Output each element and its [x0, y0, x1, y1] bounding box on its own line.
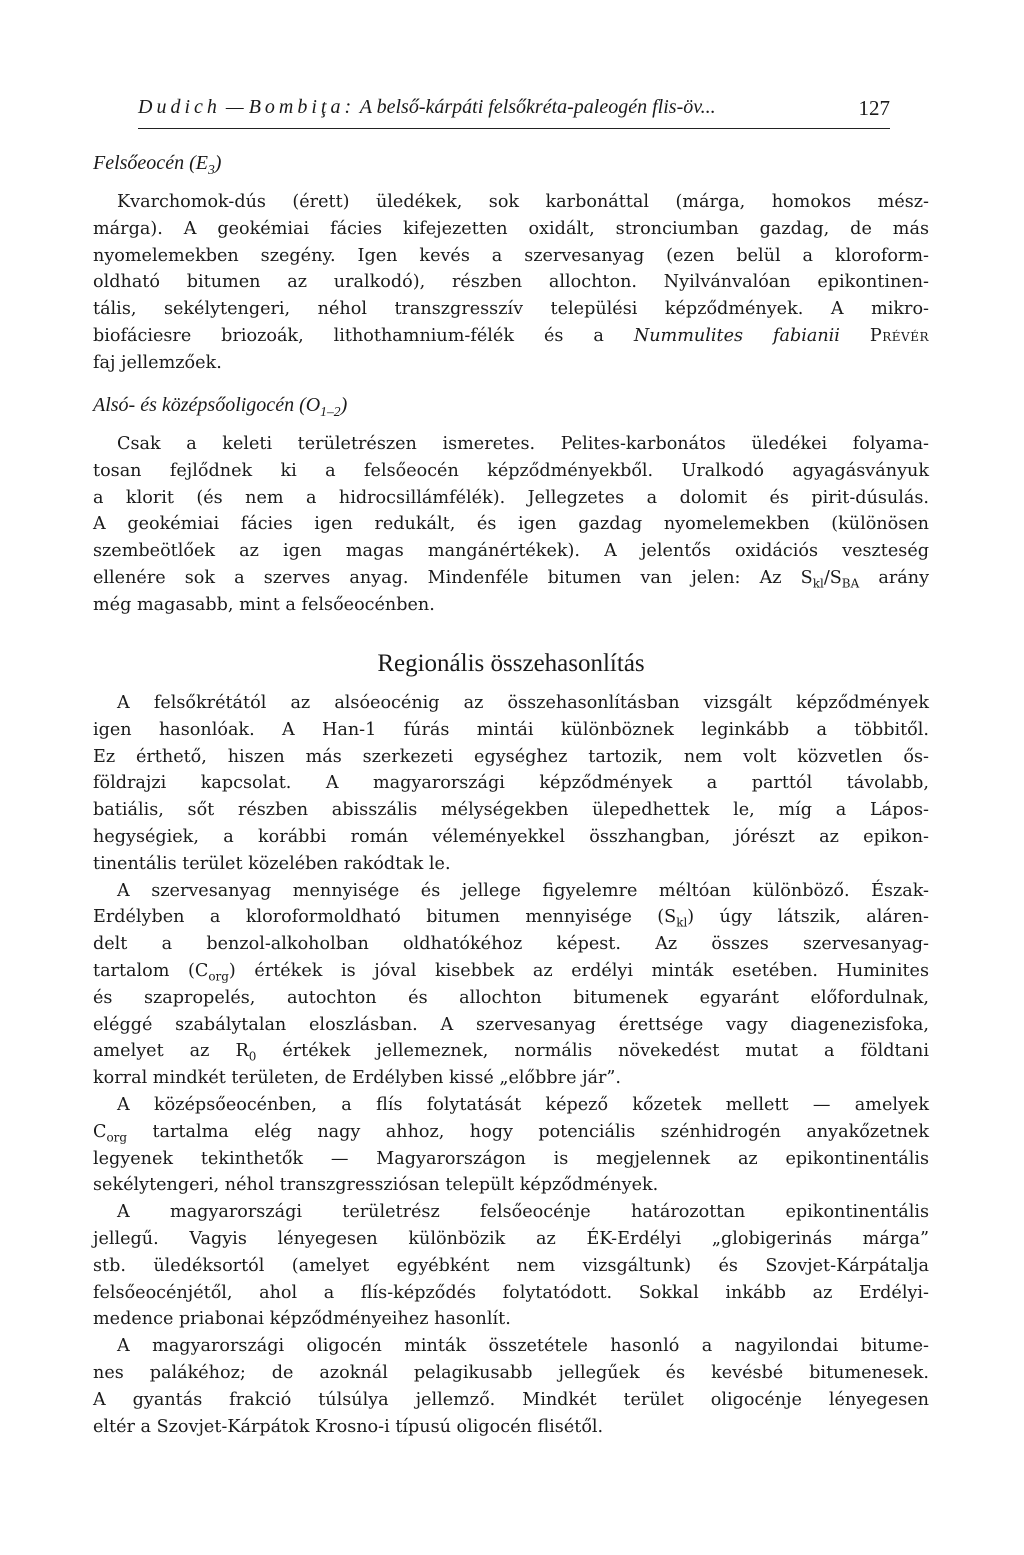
text-line: tartalom $(C_{org})$ értékek is jóval kisebbek az erdélyi minták esetében. Huminites	[93, 960, 929, 984]
text-line: igen hasonlóak. A Han-1 fúrás mintái különböznek leginkább a többitől.	[93, 719, 929, 740]
text-line: márga). A geokémiai fácies kifejezetten oxidált, stronciumban gazdag, de más	[93, 218, 929, 239]
text-line: Erdélyben a kloroformoldható bitumen mennyisége $(S_{kl})$ úgy látszik, aláren-	[93, 907, 929, 930]
author-1: Dudich	[138, 96, 221, 118]
text-line: nes palákéhoz; de azoknál pelagikusabb jellegűek és kevésbé bitumenesek.	[93, 1362, 929, 1383]
text-line: ellenére sok a szerves anyag. Mindenféle bitumen van jelen: Az $S_{kl}/S_{BA}$ arány	[93, 567, 930, 591]
text-line: A gyantás frakció túlsúlya jellemző. Mindkét terület oligocénje lényegesen	[93, 1389, 929, 1410]
text-line: tinentális terület közelében rakódtak le.	[93, 853, 451, 874]
text-line: A magyarországi területrész felsőeocénje határozottan epikontinentális	[117, 1202, 929, 1223]
text-line: legyenek tekinthetők — Magyarországon is megjelennek az epikontinentális	[93, 1148, 929, 1169]
text-line: eltér a Szovjet-Kárpátok Krosno-i típusú oligocén flisétől.	[93, 1416, 604, 1437]
text-line: korral mindkét területen, de Erdélyben kissé „előbbre jár”.	[93, 1068, 622, 1089]
text-line: jellegű. Vagyis lényegesen különbözik az ÉK-Erdélyi „globigerinás márga”	[93, 1228, 929, 1249]
text-line: Ez érthető, hiszen más szerkezeti egységhez tartozik, nem volt közvetlen ős-	[93, 746, 929, 767]
text-line: a klorit (és nem a hidrocsillámfélék). Jellegzetes a dolomit és pirit-dúsulás.	[93, 487, 929, 508]
text-line: batiális, sőt részben abisszális mélységekben ülepedhettek le, míg a Lápos-	[93, 800, 929, 821]
author-2: Bombiţa:	[248, 96, 356, 118]
running-header	[138, 88, 890, 129]
paragraph-felsoeocen	[93, 189, 929, 377]
heading-regionalis: Regionális összehasonlítás	[377, 650, 645, 677]
text-line: földrajzi kapcsolat. A magyarországi képződmények a parttól távolabb,	[93, 773, 929, 794]
heading-felsoeocen: Felsőeocén $(E_3)$	[93, 152, 222, 177]
text-line: biofáciesre briozoák, lithothamnium-félék és a Nummulites fabianii Prévér	[93, 325, 930, 346]
text-line: medence priabonai képződményeihez hasonlít.	[93, 1309, 511, 1330]
text-line: stb. üledéksortól (amelyet egyébként nem vizsgáltunk) és Szovjet-Kárpátalja	[93, 1255, 929, 1276]
text-line: faj jellemzőek.	[93, 352, 222, 373]
text-line: A szervesanyag mennyisége és jellege figyelemre méltóan különböző. Észak-	[117, 880, 929, 901]
header-dash: —	[225, 96, 244, 118]
text-line: szembeötlőek az igen magas mangánértékek). A jelentős oxidációs veszteség	[93, 541, 929, 562]
author-name: Prévér	[869, 325, 930, 346]
text-line: A geokémiai fácies igen redukált, és igen gazdag nyomelemekben (különösen	[93, 514, 929, 535]
paragraph-regional-1	[93, 690, 929, 1440]
text-line: A felsőkrétától az alsóeocénig az összehasonlításban vizsgált képződmények	[117, 693, 929, 713]
text-line: oldható bitumen az uralkodó), részben allochton. Nyilvánvalóan epikontinen-	[93, 272, 929, 293]
text-line: eléggé szabálytalan eloszlásban. A szervesanyag érettsége vagy diagenezisfoka,	[93, 1014, 929, 1035]
text-line: $C_{org}$ tartalma elég nagy ahhoz, hogy potenciális szénhidrogén anyakőzetnek	[93, 1121, 929, 1145]
header-title: A belső-kárpáti felsőkréta-paleogén flis-öv...	[359, 96, 716, 118]
text-line: A magyarországi oligocén minták összetétele hasonló a nagyilondai bitume-	[117, 1336, 929, 1357]
text-line: felsőeocénjétől, ahol a flís-képződés folytatódott. Sokkal inkább az Erdélyi-	[93, 1282, 929, 1303]
species-name: Nummulites fabianii	[633, 325, 840, 346]
text-line: sekélytengeri, néhol transzgressziósan települt képződmények.	[93, 1175, 659, 1196]
paragraph-oligocen	[93, 431, 929, 619]
heading-oligocen: Alsó- és középsőoligocén $(O_{1-2})$	[93, 394, 348, 419]
text-line: és szapropelés, autochton és allochton bitumenek egyaránt előfordulnak,	[93, 987, 929, 1008]
text-line: Kvarchomok-dús (érett) üledékek, sok karbonáttal (márga, homokos mész-	[117, 192, 929, 212]
text-line: tális, sekélytengeri, néhol transzgresszív települési képződmények. A mikro-	[93, 299, 929, 320]
text-line: A középsőeocénben, a flís folytatását képező kőzetek mellett — amelyek	[117, 1094, 929, 1115]
text-line: Csak a keleti területrészen ismeretes. Pelites-karbonátos üledékei folyama-	[117, 434, 929, 454]
page-number: 127	[858, 96, 890, 120]
text-line: tosan fejlődnek ki a felsőeocén képződményekből. Uralkodó agyagásványuk	[93, 460, 929, 481]
text-line: még magasabb, mint a felsőeocénben.	[93, 594, 435, 615]
text-line: nyomelemekben szegény. Igen kevés a szervesanyag (ezen belül a kloroform-	[93, 245, 929, 266]
running-title	[138, 96, 716, 119]
text-line: hegységiek, a korábbi román véleményekkel összhangban, jórészt az epikon-	[93, 826, 929, 847]
text-line: delt a benzol-alkoholban oldhatókéhoz képest. Az összes szervesanyag-	[93, 934, 929, 955]
text-line: amelyet az $R_0$ értékek jellemeznek, normális növekedést mutat a földtani	[93, 1041, 929, 1064]
